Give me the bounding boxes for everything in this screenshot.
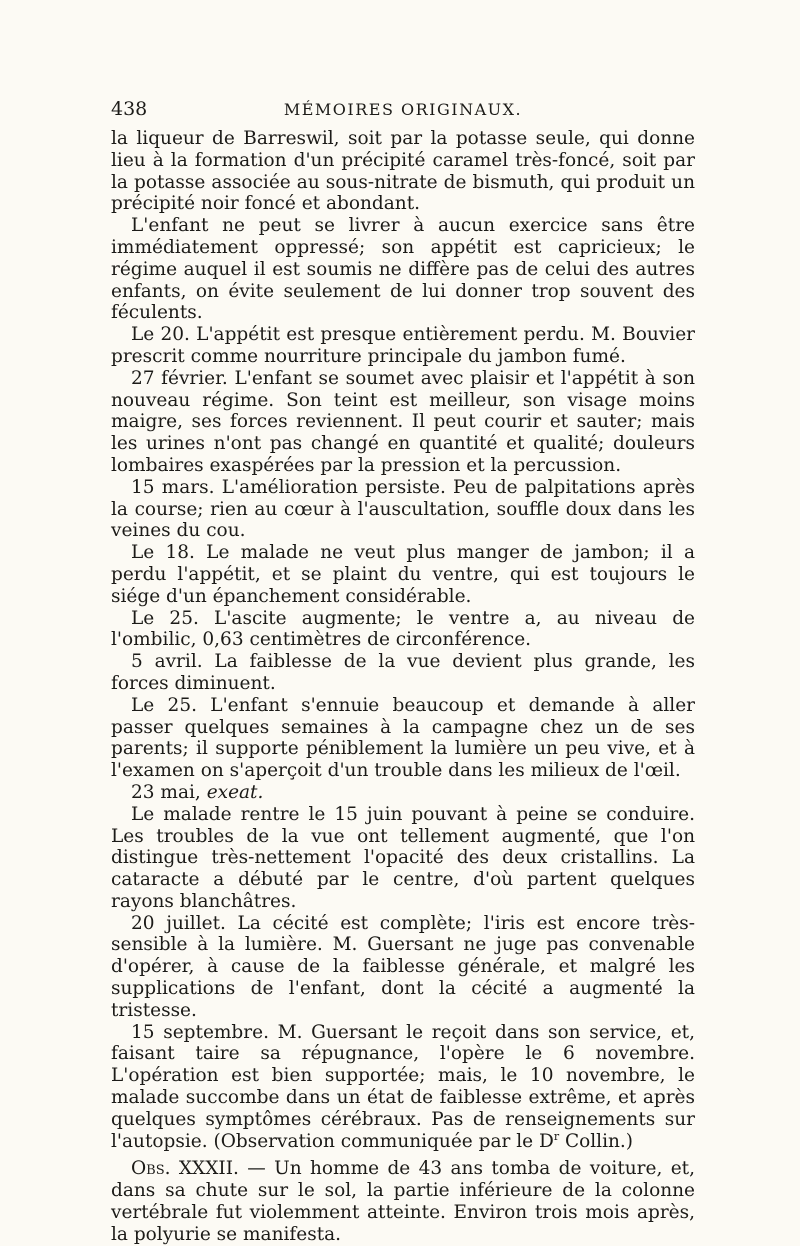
paragraph: Le 20. L'appétit est presque entièrement perdu. M. Bouvier prescrit comme nourriture principale du jambon fumé. — [111, 324, 695, 367]
paragraph: 15 mars. L'amélioration persiste. Peu de palpitations après la course; rien au cœur à l'auscultation, souffle doux dans les veines du cou. — [111, 476, 695, 542]
paragraph-tail: Collin.) — [559, 1130, 634, 1152]
paragraph: 20 juillet. La cécité est complète; l'iris est encore très-sensible à la lumière. M. Guersant ne juge pas convenable d'opérer, à cause de la faiblesse générale, et malgré les supplications de l'enfant, dont la cécité a augmenté la tristesse. — [111, 912, 695, 1021]
paragraph-text: 15 septembre. M. Guersant le reçoit dans son service, et, faisant taire sa répugnance, l'opère le 6 novembre. L'opération est bien supportée; mais, le 10 novembre, le malade succombe dans un état de faiblesse extrême, et après quelques symptômes cérébraux. Pas de renseignements sur l'autopsie. (Observation communiquée par le D — [111, 1021, 695, 1152]
page-number: 438 — [111, 98, 148, 120]
paragraph: L'enfant ne peut se livrer à aucun exercice sans être immédiatement oppressé; son appétit est capricieux; le régime auquel il est soumis ne diffère pas de celui des autres enfants, on évite seulement de lui donner trop souvent des féculents. — [111, 215, 695, 324]
exeat-line — [111, 782, 695, 804]
paragraph: la liqueur de Barreswil, soit par la potasse seule, qui donne lieu à la formation d'un précipité caramel très-foncé, soit par la potasse associée au sous-nitrate de bismuth, qui produit un précipité noir foncé et abondant. — [111, 128, 695, 215]
paragraph: Le malade rentre le 15 juin pouvant à peine se conduire. Les troubles de la vue ont tellement augmenté, que l'on distingue très-nettement l'opacité des deux cristallins. La cataracte a débuté par le centre, d'où partent quelques rayons blanchâtres. — [111, 803, 695, 912]
paragraph — [111, 1022, 695, 1153]
superscript: r — [553, 1129, 560, 1143]
page-body — [111, 128, 695, 1246]
exeat-date: 23 mai, — [131, 781, 201, 803]
observation-text: — Un homme de 43 ans tomba de voiture, et, dans sa chute sur le sol, la partie inférieure de la colonne vertébrale fut violemment atteinte. Environ trois mois après, la polyurie se manifesta. — [111, 1158, 695, 1245]
observation-label: Obs. XXXII. — [131, 1158, 239, 1180]
paragraph: 27 février. L'enfant se soumet avec plaisir et l'appétit à son nouveau régime. Son teint est meilleur, son visage moins maigre, ses forces reviennent. Il peut courir et sauter; mais les urines n'ont pas changé en quantité et qualité; douleurs lombaires exaspérées par la pression et la percussion. — [111, 367, 695, 476]
page-header — [111, 98, 695, 126]
running-head: MÉMOIRES ORIGINAUX. — [283, 100, 523, 119]
paragraph: 5 avril. La faiblesse de la vue devient plus grande, les forces diminuent. — [111, 651, 695, 694]
observation-paragraph — [111, 1158, 695, 1245]
exeat-word: exeat. — [206, 781, 264, 803]
paragraph: Le 25. L'ascite augmente; le ventre a, au niveau de l'ombilic, 0,63 centimètres de circonférence. — [111, 607, 695, 651]
paragraph: Le 18. Le malade ne veut plus manger de jambon; il a perdu l'appétit, et se plaint du ventre, qui est toujours le siége d'un épanchement considérable. — [111, 542, 695, 607]
paragraph: Le 25. L'enfant s'ennuie beaucoup et demande à aller passer quelques semaines à la campagne chez un de ses parents; il supporte péniblement la lumière un peu vive, et à l'examen on s'aperçoit d'un trouble dans les milieux de l'œil. — [111, 694, 695, 782]
